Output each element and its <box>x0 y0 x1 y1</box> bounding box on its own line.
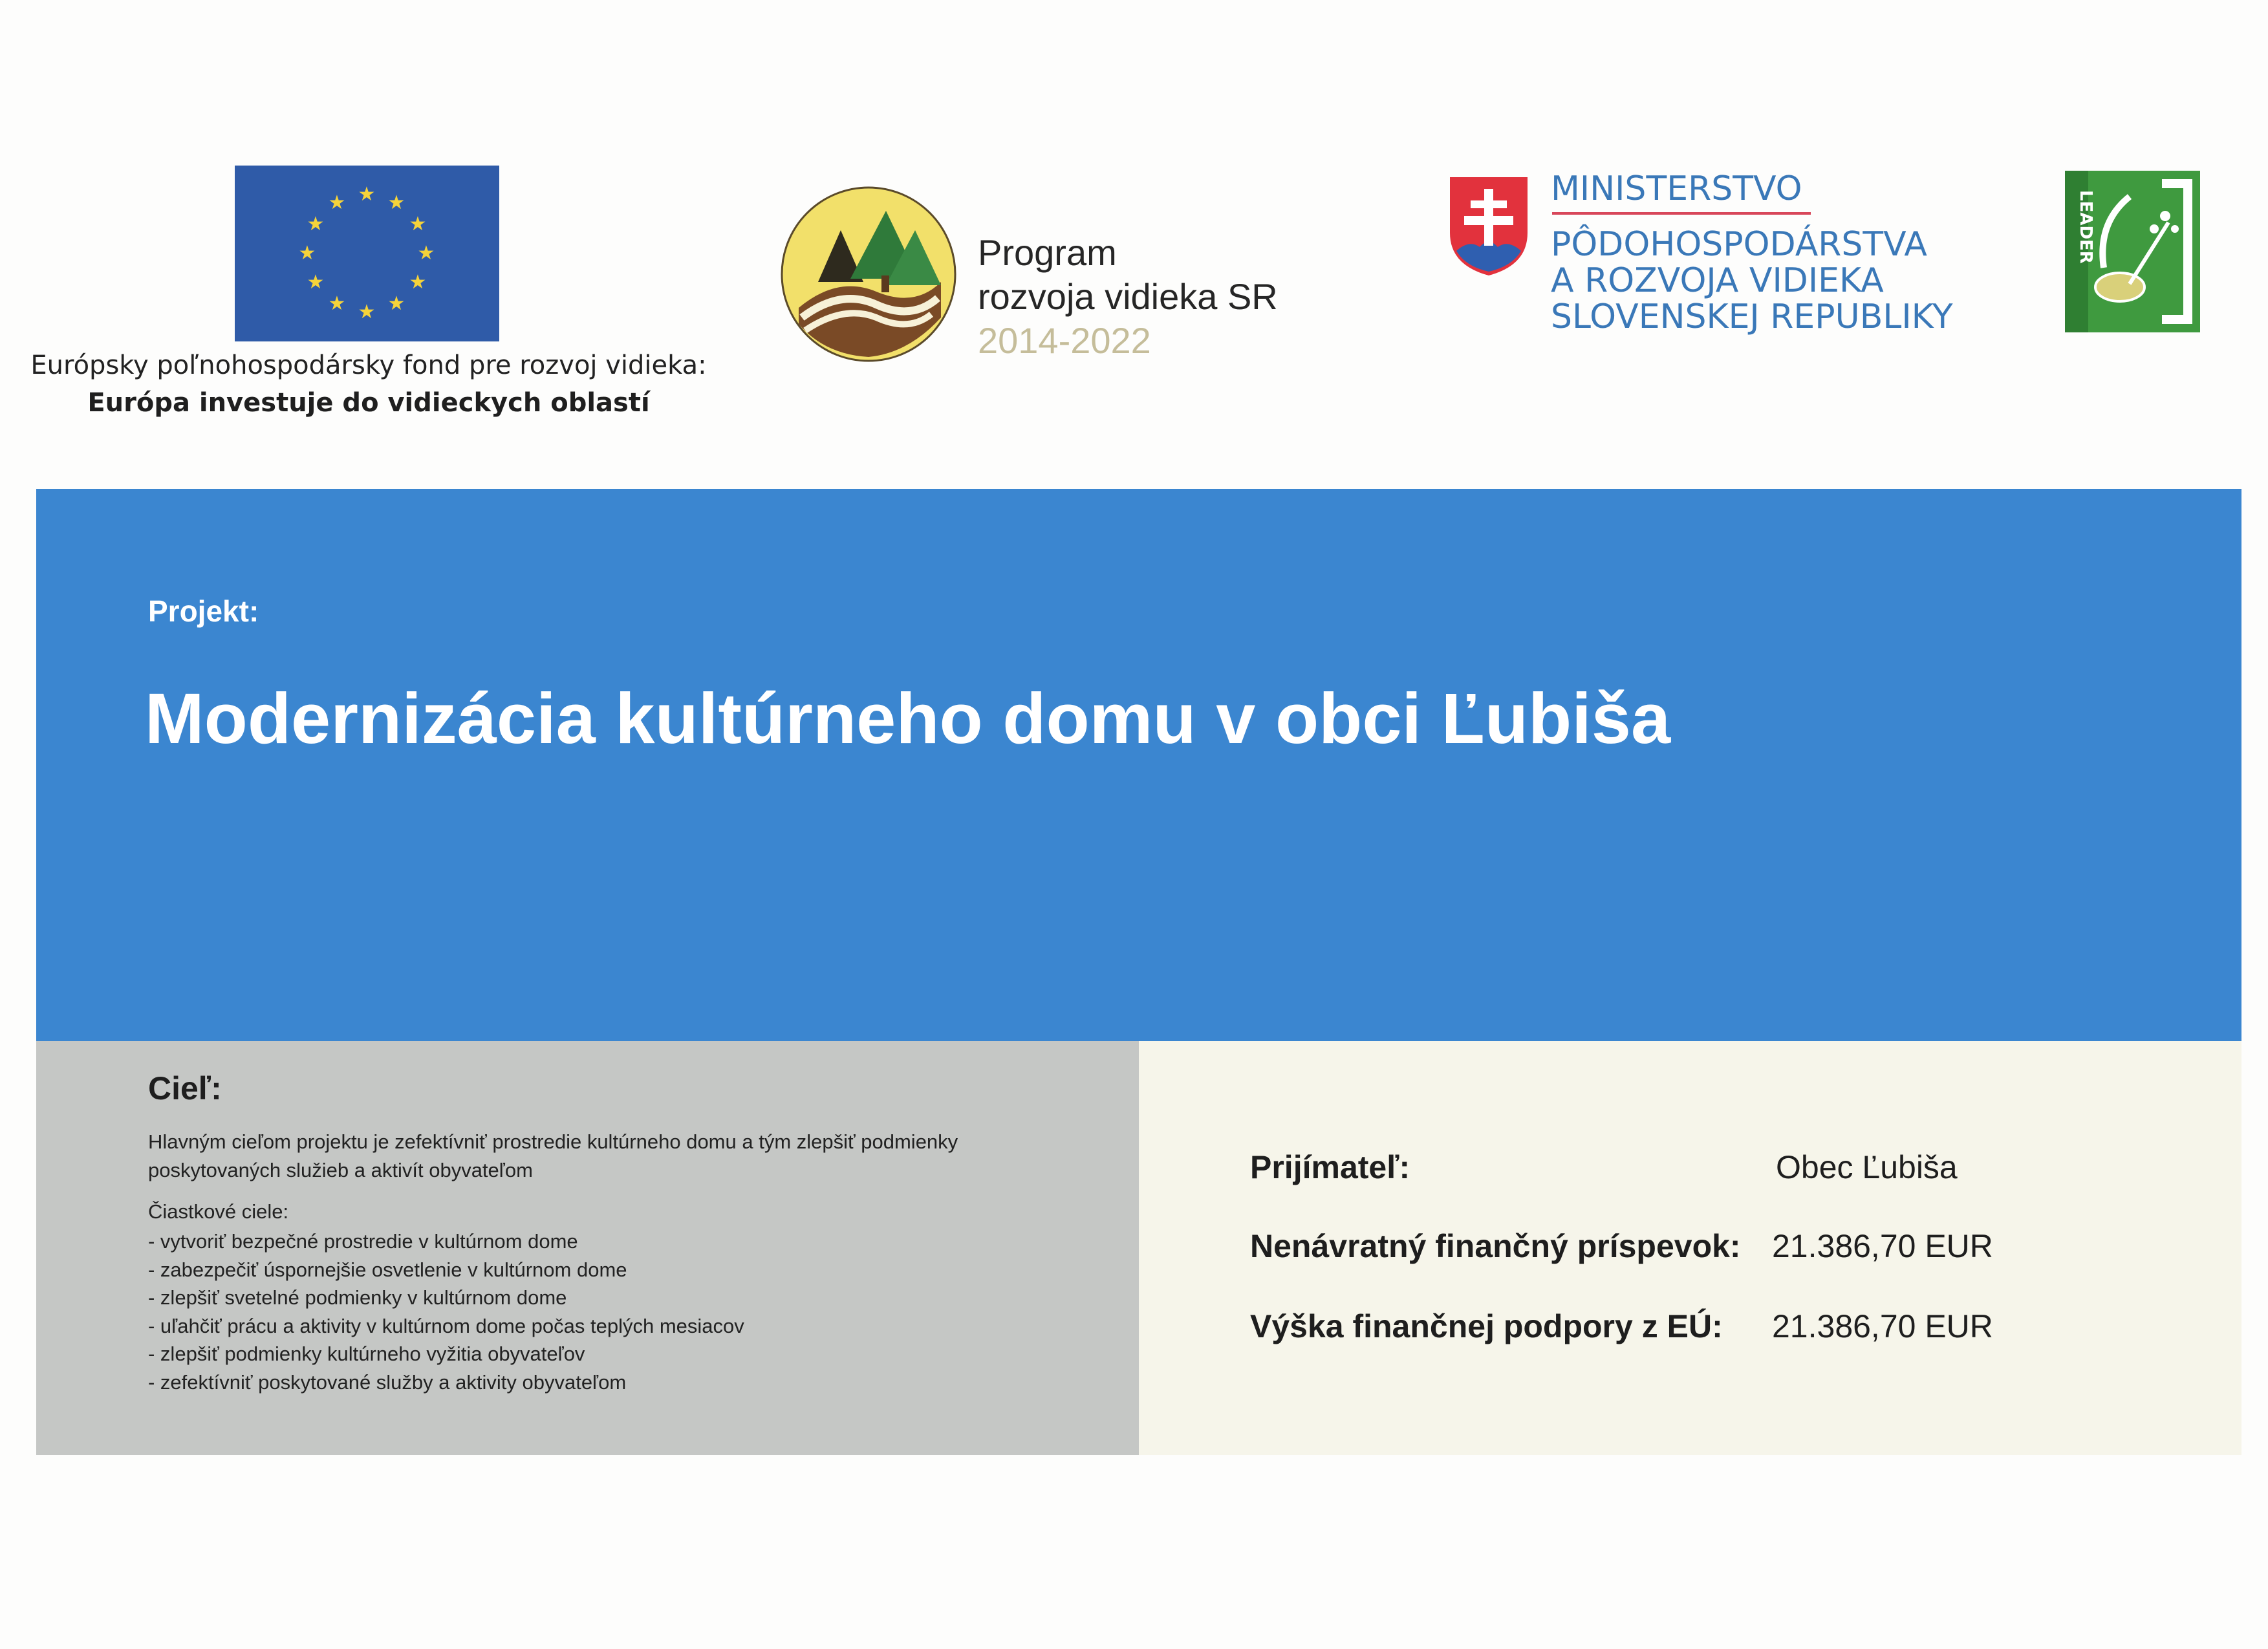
list-item: - zefektívniť poskytované služby a aktivity obyvateľom <box>148 1370 627 1394</box>
eu-caption-line2: Európa investuje do vidieckych oblastí <box>87 388 650 418</box>
svg-text:★: ★ <box>409 213 427 235</box>
project-banner <box>36 489 2241 1041</box>
svg-text:★: ★ <box>358 301 376 323</box>
project-title: Modernizácia kultúrneho domu v obci Ľubiša <box>145 679 1671 759</box>
svg-text:★: ★ <box>307 271 325 294</box>
ministry-name-line1: MINISTERSTVO <box>1551 169 1802 208</box>
leader-text: LEADER <box>2076 190 2095 264</box>
recipient-label: Prijímateľ: <box>1250 1149 1410 1185</box>
list-item: - zlepšiť svetelné podmienky v kultúrnom dome <box>148 1286 567 1309</box>
svg-text:★: ★ <box>307 213 325 235</box>
grant-value: 21.386,70 EUR <box>1772 1228 1993 1264</box>
eu-support-value: 21.386,70 EUR <box>1772 1308 1993 1344</box>
eu-flag-logo <box>235 166 499 341</box>
sub-goals-list <box>148 1227 744 1396</box>
prv-title-line1: Program <box>978 232 1117 273</box>
sub-goals-heading: Čiastkové ciele: <box>148 1200 289 1223</box>
prv-title-line2: rozvoja vidieka SR <box>978 276 1278 317</box>
prv-years: 2014-2022 <box>978 320 1151 361</box>
ministry-name-line4: SLOVENSKEJ REPUBLIKY <box>1551 297 1953 336</box>
list-item: - zlepšiť podmienky kultúrneho vyžitia obyvateľov <box>148 1342 585 1365</box>
project-label: Projekt: <box>148 594 259 628</box>
recipient-value: Obec Ľubiša <box>1776 1149 1958 1185</box>
leader-emblem-icon <box>2065 171 2200 332</box>
svg-text:★: ★ <box>328 292 346 315</box>
ministry-divider <box>1552 212 1811 215</box>
goal-main-text: Hlavným cieľom projektu je zefektívniť prostredie kultúrneho domu a tým zlepšiť podmienky poskytovaných služieb a aktivít obyvateľom <box>148 1130 958 1181</box>
goal-heading: Cieľ: <box>148 1070 222 1106</box>
list-item: - vytvoriť bezpečné prostredie v kultúrnom dome <box>148 1230 578 1253</box>
svg-text:★: ★ <box>409 271 427 294</box>
svg-text:★: ★ <box>417 242 435 264</box>
svg-text:★: ★ <box>358 183 376 206</box>
leader-logo <box>2065 171 2200 332</box>
ministry-name-line2: PÔDOHOSPODÁRSTVA <box>1551 225 1928 264</box>
svg-text:★: ★ <box>387 292 405 315</box>
list-item: - zabezpečiť úspornejšie osvetlenie v kultúrnom dome <box>148 1258 627 1281</box>
slovak-coat-of-arms-icon <box>1447 175 1530 278</box>
grant-label: Nenávratný finančný príspevok: <box>1250 1228 1741 1264</box>
prv-emblem-icon <box>779 185 958 363</box>
prv-logo <box>779 185 958 363</box>
list-item: - uľahčiť prácu a aktivity v kultúrnom dome počas teplých mesiacov <box>148 1314 744 1337</box>
svg-text:★: ★ <box>298 242 316 264</box>
ministry-name-line3: A ROZVOJA VIDIEKA <box>1551 261 1884 300</box>
svg-text:★: ★ <box>328 191 346 214</box>
eu-support-label: Výška finančnej podpory z EÚ: <box>1250 1308 1723 1344</box>
eu-stars-icon <box>235 166 499 341</box>
eu-caption-line1: Európsky poľnohospodársky fond pre rozvoj vidieka: <box>30 350 707 380</box>
svg-text:★: ★ <box>387 191 405 214</box>
